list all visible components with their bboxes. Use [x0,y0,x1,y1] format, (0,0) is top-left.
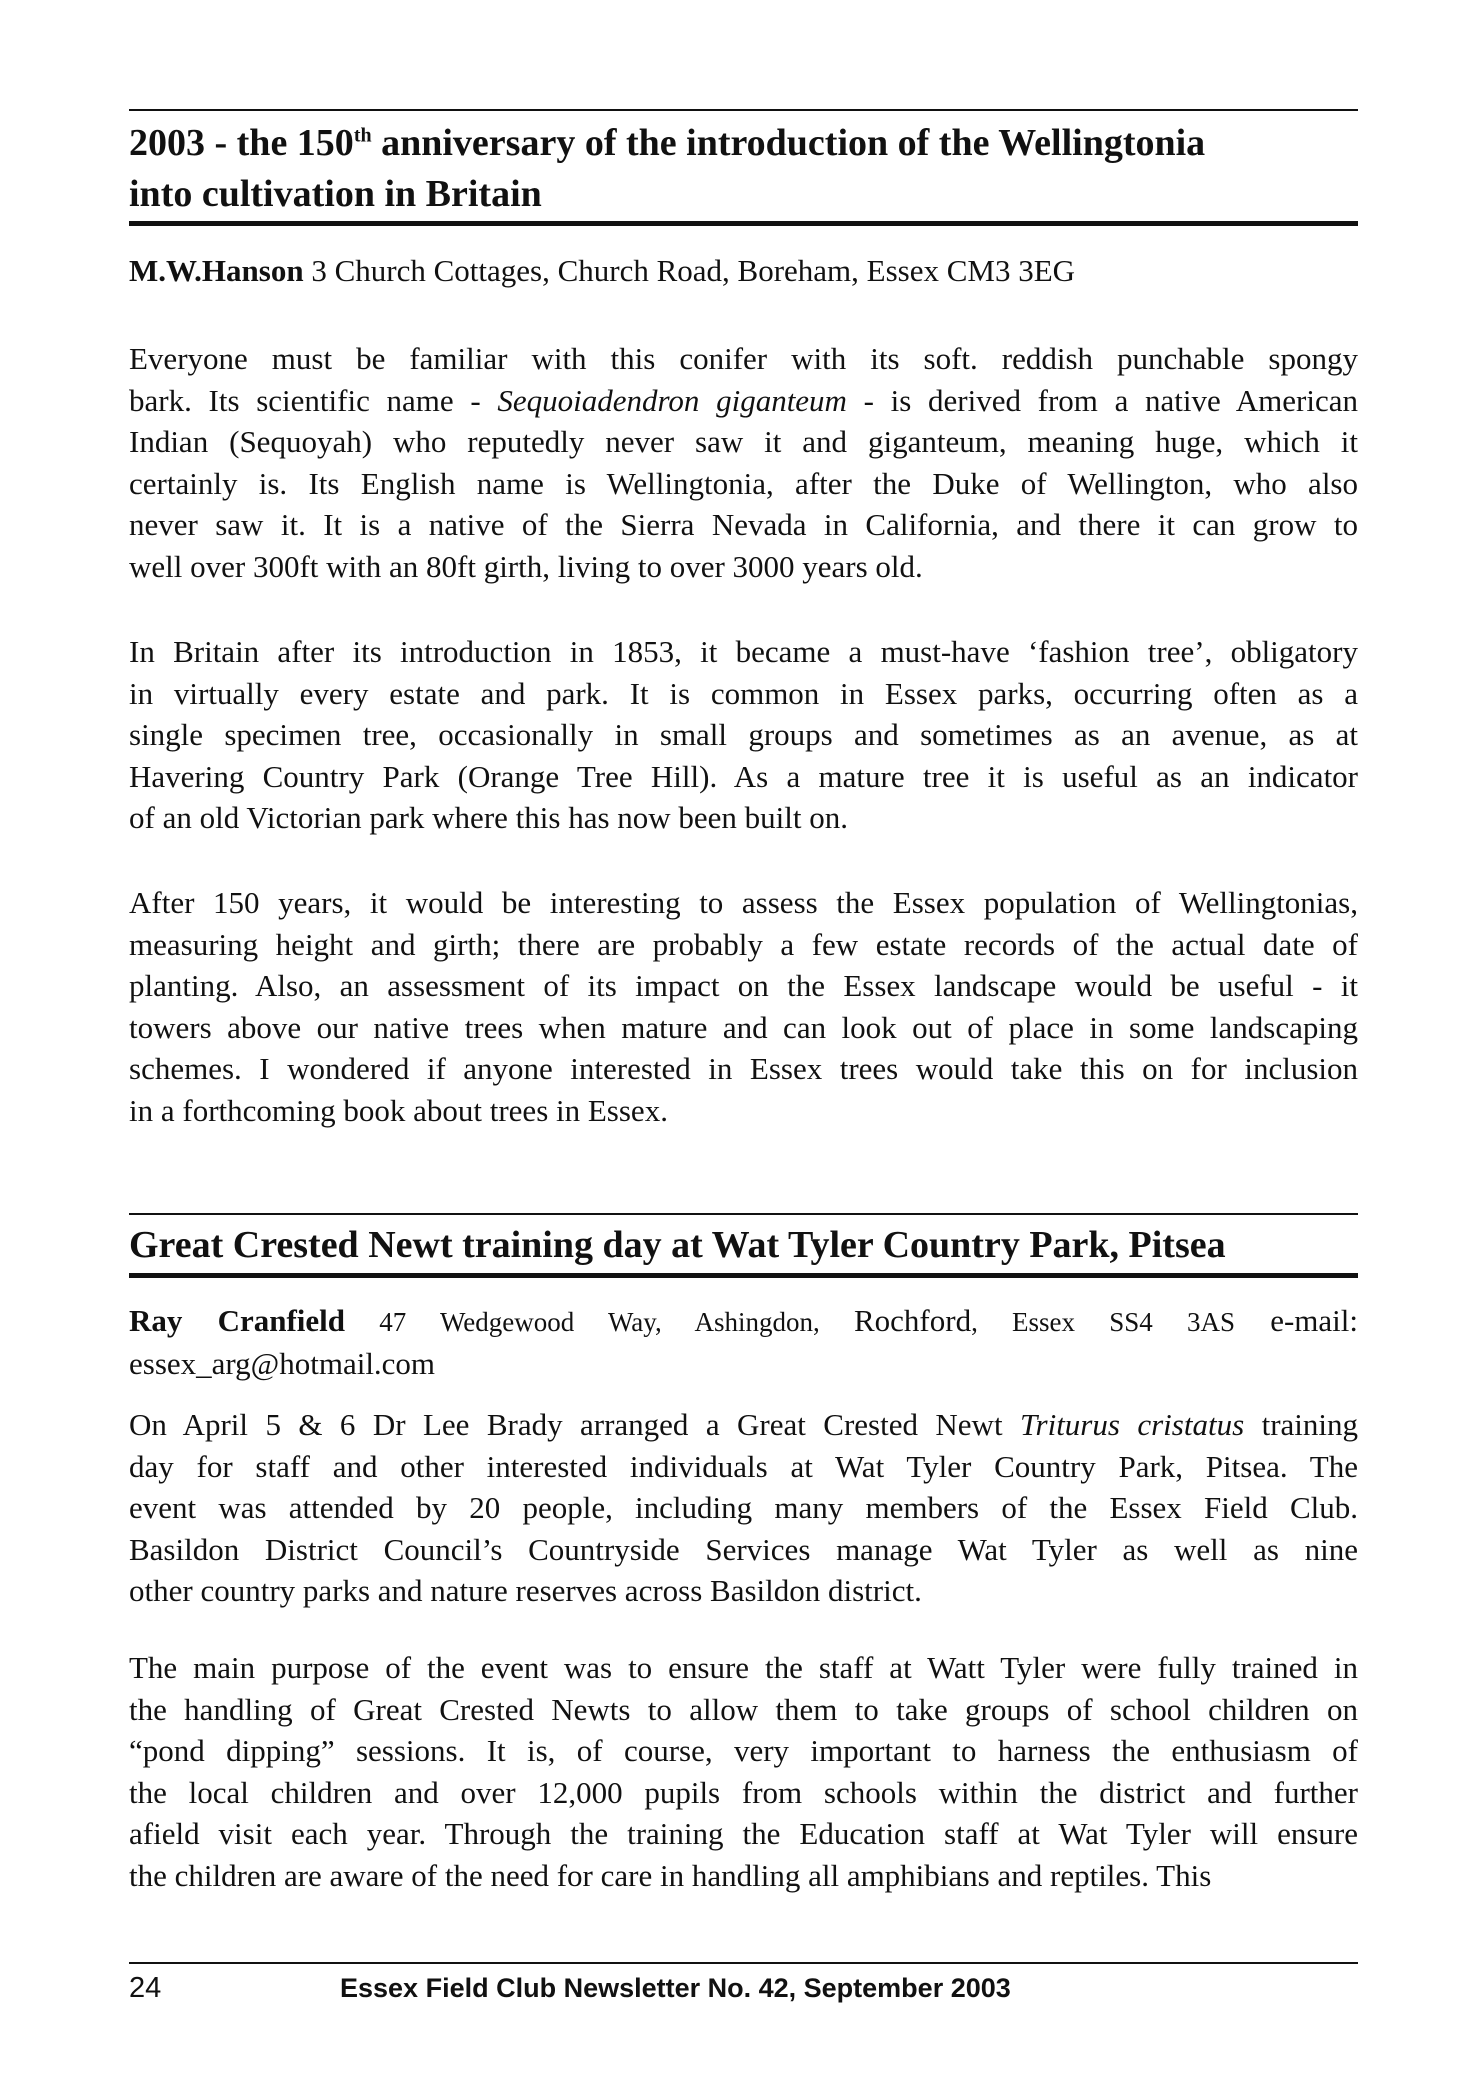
article1-author [129,251,1358,291]
paragraph-line: Indian (Sequoyah) who reputedly never saw it and giganteum, meaning huge, which it [129,424,1358,459]
paragraph-line: single specimen tree, occasionally in small groups and sometimes as an avenue, as at [129,717,1358,752]
italic-term: Sequoiadendron giganteum [497,382,847,418]
article1-paragraph-1 [129,338,1358,587]
article2-email-label: e-mail: [1270,1303,1359,1338]
page-number: 24 [129,1972,162,2004]
paragraph-line: certainly is. Its English name is Wellingtonia, after the Duke of Wellington, who also [129,465,1358,501]
paragraph-line: Everyone must be familiar with this conifer with its soft. reddish punchable spongy [129,341,1358,376]
article1-title-pre: 2003 - the 150 [129,122,354,164]
article1-bottom-rule [129,221,1358,226]
article2-author-address-b: Rochford [853,1303,972,1338]
article2-paragraph-1 [129,1404,1358,1612]
italic-term: Triturus cristatus [1019,1407,1245,1442]
line-segment: - is derived from a native American [846,382,1358,418]
paragraph-line: the local children and over 12,000 pupils from schools within the district and further [129,1774,1358,1810]
article1-title-sup: th [353,124,372,147]
article1-top-rule [129,109,1358,111]
article2-author [129,1300,1358,1385]
paragraph-line: The main purpose of the event was to ensure the staff at Watt Tyler were fully trained in [129,1650,1358,1685]
paragraph-line [129,1404,1358,1446]
article2-bottom-rule [129,1273,1358,1278]
paragraph-line: of an old Victorian park where this has now been built on. [129,800,849,835]
article1-paragraph-2 [129,631,1358,839]
article2-top-rule [129,1213,1358,1215]
article1-author-name: M.W.Hanson [129,253,304,288]
paragraph-line: In Britain after its introduction in 1853, it became a must-have ‘fashion tree’, obligatory [129,634,1358,669]
paragraph-line: in a forthcoming book about trees in Essex. [129,1092,668,1128]
paragraph-line: towers above our native trees when mature and can look out of place in some landscaping [129,1009,1358,1045]
paragraph-line: Havering Country Park (Orange Tree Hill). As a mature tree it is useful as an indicator [129,758,1358,794]
paragraph-line: in virtually every estate and park. It is common in Essex parks, occurring often as a [129,675,1358,711]
paragraph-line: day for staff and other interested individuals at Wat Tyler Country Park, Pitsea. The [129,1448,1358,1484]
article2-paragraph-2 [129,1647,1358,1896]
article1-paragraph-3 [129,882,1358,1131]
paragraph-line: never saw it. It is a native of the Sierra Nevada in California, and there it can grow to [129,507,1358,542]
paragraph-line: schemes. I wondered if anyone interested in Essex trees would take this on for inclusion [129,1051,1358,1086]
article1-title [129,118,1358,220]
article2-author-name: Ray Cranfield [129,1303,346,1338]
paragraph-line: the handling of Great Crested Newts to allow them to take groups of school children on [129,1691,1358,1727]
paragraph-line: “pond dipping” sessions. It is, of course, very important to harness the enthusiasm of [129,1733,1358,1768]
paragraph-line: well over 300ft with an 80ft girth, living to over 3000 years old. [129,548,923,584]
paragraph-line: Basildon District Council’s Countryside Services manage Wat Tyler as well as nine [129,1531,1358,1567]
line-segment: training [1244,1407,1358,1442]
article1-title-post: anniversary of the introduction of the Wellingtonia [371,122,1206,164]
article1-title-line2: into cultivation in Britain [129,173,542,215]
paragraph-line: other country parks and nature reserves across Basildon district. [129,1573,922,1608]
paragraph-line: planting. Also, an assessment of its impact on the Essex landscape would be useful - it [129,968,1358,1003]
article2-author-address-c: , Essex SS4 3AS [971,1307,1235,1337]
article1-author-address: 3 Church Cottages, Church Road, Boreham, Essex CM3 3EG [303,253,1076,288]
publication-title: Essex Field Club Newsletter No. 42, September 2003 [340,1973,1011,2003]
article2-author-address-a: 47 Wedgewood Way, Ashingdon, [345,1307,854,1337]
line-segment: On April 5 & 6 Dr Lee Brady arranged a Great Crested Newt [129,1407,1020,1442]
paragraph-line: afield visit each year. Through the training the Education staff at Wat Tyler will ensure [129,1816,1358,1851]
paragraph-line: After 150 years, it would be interesting to assess the Essex population of Wellingtonias, [129,885,1358,920]
paragraph-line: event was attended by 20 people, including many members of the Essex Field Club. [129,1490,1358,1525]
article2-author-line1 [129,1300,1358,1343]
paragraph-line [129,380,1358,422]
paragraph-line: the children are aware of the need for care in handling all amphibians and reptiles. This [129,1857,1212,1893]
article1-title-line1 [129,118,1358,169]
footer-rule [129,1962,1358,1964]
line-segment: bark. Its scientific name - [129,382,498,418]
article2-title: Great Crested Newt training day at Wat Tyler Country Park, Pitsea [129,1224,1226,1266]
article2-email: essex_arg@hotmail.com [129,1346,436,1381]
paragraph-line: measuring height and girth; there are probably a few estate records of the actual date of [129,926,1358,962]
